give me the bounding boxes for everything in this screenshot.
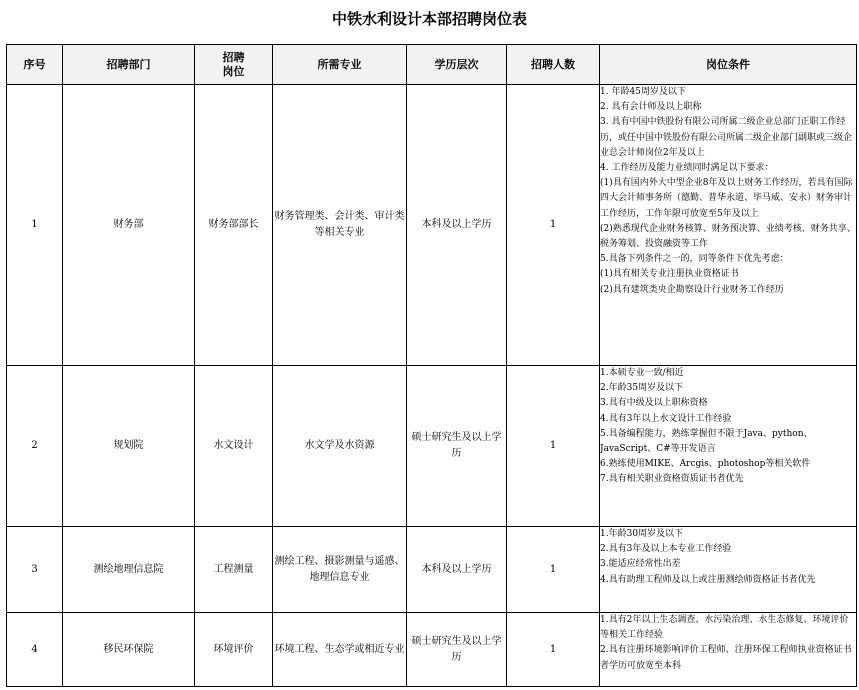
header-post-line1: 招聘 — [222, 50, 245, 64]
recruitment-table — [6, 44, 857, 687]
condition-item: (2)熟悉现代企业财务核算、财务预决算、业绩考核、财务共享、税务筹划、投资融资等工作 — [600, 223, 856, 250]
cell-conditions — [600, 527, 857, 613]
header-dept: 招聘部门 — [63, 45, 195, 85]
condition-item: 5.具备编程能力，熟练掌握但不限于Java、python、JavaScript、C#等开发语言 — [600, 428, 813, 455]
condition-item: 2.具有注册环境影响评价工程师、注册环保工程师执业资格证书者学历可放宽至本科 — [600, 645, 852, 671]
cell-conditions — [600, 85, 857, 366]
header-row — [7, 45, 857, 85]
header-post-line2: 岗位 — [222, 64, 245, 78]
cell-edu: 硕士研究生及以上学历 — [407, 366, 507, 527]
cell-count: 1 — [507, 85, 600, 366]
condition-item: 3. 具有中国中铁股份有限公司所属二级企业总部门正职工作经历，或任中国中铁股份有限公司所属二级企业部门副职或三级企业总会计师岗位2年及以上 — [600, 117, 853, 158]
cell-post: 工程测量 — [195, 527, 273, 613]
table-row — [7, 527, 857, 613]
cell-count: 1 — [507, 366, 600, 527]
condition-item: 4. 工作经历及能力业绩同时满足以下要求： — [600, 163, 774, 174]
cell-post: 财务部部长 — [195, 85, 273, 366]
cell-conditions — [600, 613, 857, 687]
condition-item: 2.具有3年及以上本专业工作经验 — [600, 544, 732, 555]
cell-seq: 3 — [7, 527, 63, 613]
condition-item: 4.具有助理工程师及以上或注册测绘师资格证书者优先 — [600, 574, 816, 585]
header-edu: 学历层次 — [407, 45, 507, 85]
condition-item: 1.本硕专业一致/相近 — [600, 368, 684, 378]
condition-item: (1)具有相关专业注册执业资格证书 — [600, 269, 739, 280]
condition-item: 1.年龄30周岁及以下 — [600, 529, 684, 539]
cell-dept: 测绘地理信息院 — [63, 527, 195, 613]
cell-major: 环境工程、生态学或相近专业 — [273, 613, 407, 687]
header-seq: 序号 — [7, 45, 63, 85]
cell-major: 水文学及水资源 — [273, 366, 407, 527]
cell-seq: 4 — [7, 613, 63, 687]
table-row — [7, 366, 857, 527]
cell-dept: 移民环保院 — [63, 613, 195, 687]
condition-item: (1)具有国内外大中型企业8年及以上财务工作经历，若具有国际四大会计师事务所（德勤、普华永道、毕马威、安永）财务审计工作经历，工作年限可放宽至5年及以上 — [600, 178, 853, 219]
cell-count: 1 — [507, 613, 600, 687]
cell-post: 水文设计 — [195, 366, 273, 527]
cell-count: 1 — [507, 527, 600, 613]
header-post — [195, 45, 273, 85]
condition-item: 1. 年龄45周岁及以下 — [600, 87, 686, 97]
condition-item: 5.具备下列条件之一的，同等条件下优先考虑： — [600, 254, 789, 265]
cell-dept: 规划院 — [63, 366, 195, 527]
header-count: 招聘人数 — [507, 45, 600, 85]
condition-item: 7.具有相关职业资格资质证书者优先 — [600, 474, 744, 485]
page-title: 中铁水利设计本部招聘岗位表 — [331, 10, 527, 28]
cell-seq: 1 — [7, 85, 63, 366]
cell-seq: 2 — [7, 366, 63, 527]
cell-dept: 财务部 — [63, 85, 195, 366]
condition-item: 4.具有3年以上水文设计工作经验 — [600, 413, 732, 424]
condition-item: 2.年龄35周岁及以下 — [600, 383, 684, 394]
condition-item: 3.能适应经常性出差 — [600, 559, 681, 570]
header-major: 所需专业 — [273, 45, 407, 85]
cell-conditions — [600, 366, 857, 527]
cell-edu: 本科及以上学历 — [407, 527, 507, 613]
header-conditions: 岗位条件 — [600, 45, 857, 85]
table-row — [7, 613, 857, 687]
cell-edu: 本科及以上学历 — [407, 85, 507, 366]
condition-item: (2)具有建筑类央企勘察设计行业财务工作经历 — [600, 284, 784, 295]
cell-major: 测绘工程、摄影测量与遥感、地理信息专业 — [273, 527, 407, 613]
condition-item: 3.具有中级及以上职称资格 — [600, 398, 708, 409]
cell-edu: 硕士研究生及以上学历 — [407, 613, 507, 687]
condition-item: 1.具有2年以上生态调查、水污染治理、水生态修复、环境评价等相关工作经验 — [600, 615, 849, 641]
condition-item: 6.熟练使用MIKE、Arcgis、photoshop等相关软件 — [600, 459, 811, 470]
cell-post: 环境评价 — [195, 613, 273, 687]
table-row — [7, 85, 857, 366]
cell-major: 财务管理类、会计类、审计类等相关专业 — [273, 85, 407, 366]
condition-item: 2. 具有会计师及以上职称 — [600, 102, 702, 113]
